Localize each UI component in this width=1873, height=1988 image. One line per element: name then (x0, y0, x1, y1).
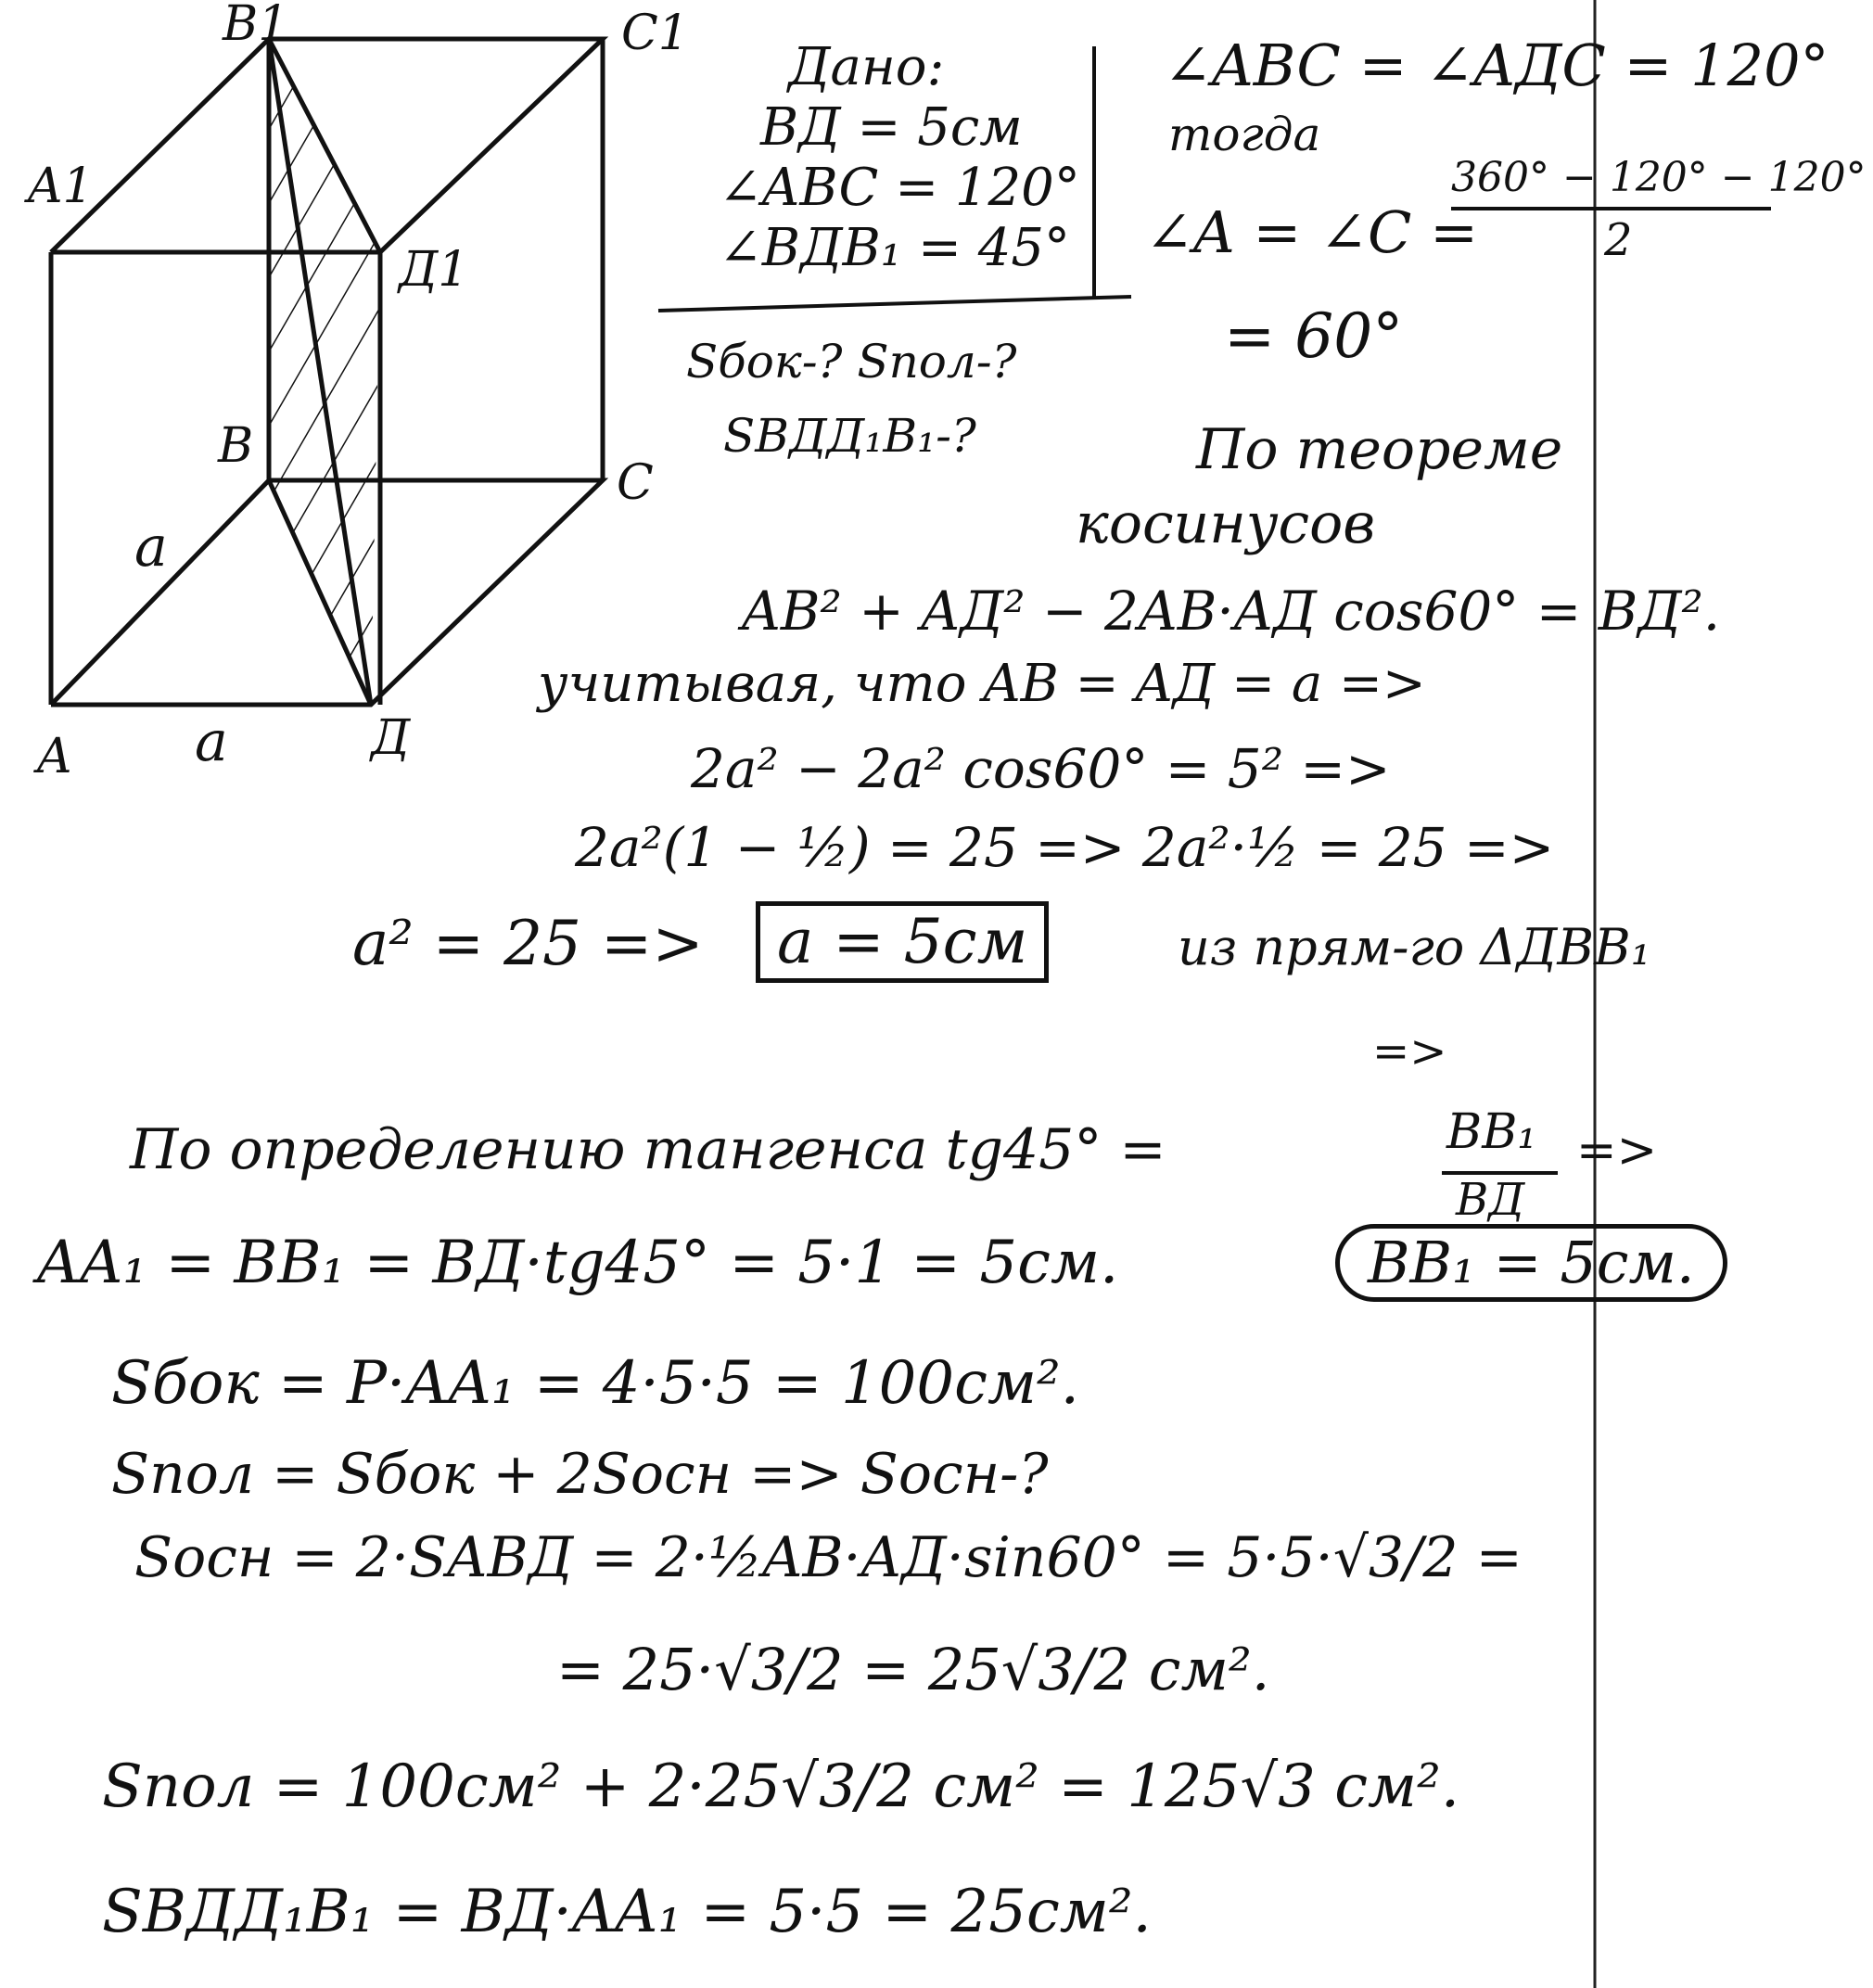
answer-oval-bb1: BB₁ = 5см. (1335, 1224, 1727, 1302)
total-area-formula: Sпол = Sбок + 2Sосн => Sосн-? (111, 1442, 1049, 1507)
answer-box-a: a = 5см (756, 901, 1049, 983)
base-area-result: = 25·√3/2 = 25√3/2 см². (556, 1636, 1270, 1703)
cosine-theorem-line-2: косинусов (1076, 491, 1376, 556)
tangent-denominator: BД (1456, 1174, 1525, 1226)
vertex-label-c1: C1 (621, 6, 689, 61)
given-line-3: ∠BДB₁ = 45° (719, 218, 1070, 278)
solution-line-7: из прям-го ΔДBB₁ (1178, 918, 1651, 976)
fraction-denominator: 2 (1604, 214, 1633, 266)
vertex-label-d1: Д1 (399, 242, 469, 298)
edge-label-ab: a (134, 515, 168, 580)
find-line-1: Sбок-? Sпол-? (686, 335, 1017, 389)
total-area: Sпол = 100см² + 2·25√3/2 см² = 125√3 см². (102, 1752, 1460, 1821)
vertex-label-c: C (617, 455, 654, 511)
given-line-1: BД = 5см (760, 97, 1023, 158)
vertex-label-a1: A1 (28, 159, 94, 214)
solution-height: AA₁ = BB₁ = BД·tg45° = 5·1 = 5см. (37, 1229, 1119, 1297)
vertex-label-a: A (37, 729, 72, 784)
section-area: SBДД₁B₁ = BД·AA₁ = 5·5 = 25см². (102, 1878, 1152, 1946)
given-title: Дано: (788, 37, 945, 97)
lateral-area: Sбок = P·AA₁ = 4·5·5 = 100см². (111, 1349, 1079, 1418)
tangent-numerator: BB₁ (1446, 1104, 1537, 1160)
solution-line-3: 2a² − 2a² cos60° = 5² => (691, 737, 1391, 800)
fraction-numerator: 360° − 120° − 120° (1451, 154, 1867, 201)
angle-equality: ∠ABC = ∠AДC = 120° (1164, 32, 1829, 99)
solution-line-1: AB² + AД² − 2AB·AД cos60° = BД². (742, 580, 1721, 643)
vertex-label-b1: B1 (223, 0, 289, 52)
angle-result: = 60° (1224, 300, 1404, 372)
cosine-theorem-line-1: По теореме (1196, 417, 1563, 482)
base-area: Sосн = 2·SABД = 2·½AB·AД·sin60° = 5·5·√3/2 = (134, 1525, 1523, 1590)
edge-label-ad: a (195, 709, 228, 774)
implies-arrow: => (1372, 1026, 1447, 1077)
vertex-label-d: Д (371, 710, 411, 766)
tangent-definition: По определению тангенса tg45° = (130, 1117, 1166, 1182)
solution-line-5: a² = 25 => (352, 908, 704, 979)
solution-line-4: 2a²(1 − ½) = 25 => 2a²·½ = 25 => (575, 816, 1555, 879)
vertex-label-b: B (218, 418, 254, 474)
solution-line-2: учитывая, что AB = AД = a => (538, 654, 1426, 714)
find-line-2: SBДД₁B₁-? (723, 409, 976, 463)
given-line-2: ∠ABC = 120° (719, 158, 1080, 218)
tangent-implies: => (1576, 1123, 1658, 1179)
angle-a-c: ∠A = ∠C = (1145, 198, 1479, 266)
then-word: тогда (1168, 108, 1321, 161)
